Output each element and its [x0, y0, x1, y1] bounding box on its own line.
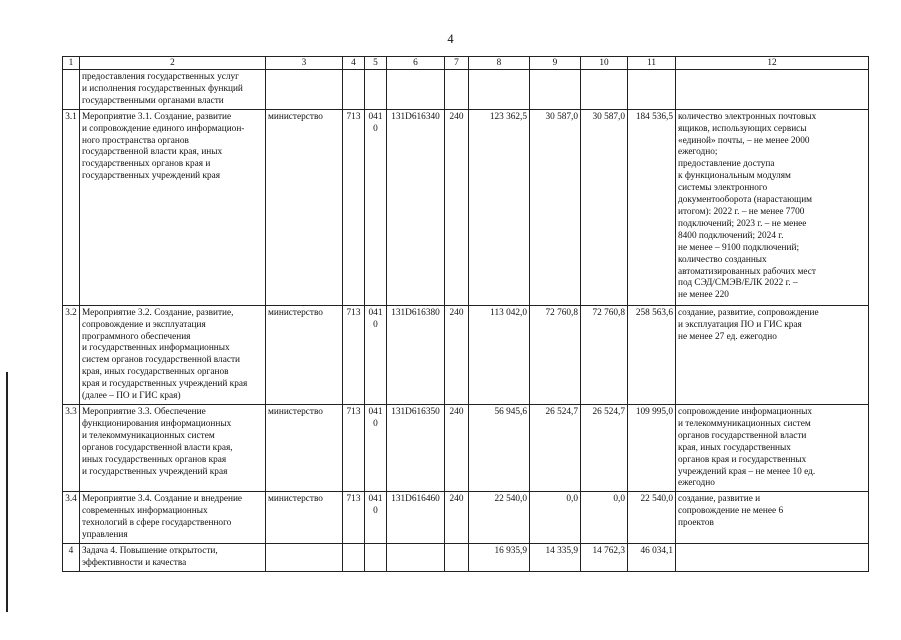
header-cell: 1	[63, 57, 80, 70]
header-cell: 4	[343, 57, 365, 70]
expected-result-cell: количество электронных почтовых ящиков, использующих сервисы «единой» почты, – не менее 2000 ежегодно; предоставление доступа к функциональным модулям системы электронного документооборота (нарастающим итогом): 2022 г. – не менее 7700 подключений; 2023 г. – не менее 8400 подключений; 2024 г. не менее – 9100 подключений; количество созданных автоматизированных рабочих мест под СЭД/СМЭВ/ЕЛК 2022 г. – не менее 220	[676, 109, 869, 305]
amount-total-cell: 109 995,0	[628, 404, 676, 491]
expense-type-cell: 240	[445, 404, 469, 491]
expected-result-cell	[676, 543, 869, 571]
amount-2023-cell	[530, 70, 581, 110]
header-row	[63, 57, 869, 70]
amount-2023-cell: 30 587,0	[530, 109, 581, 305]
section-code-cell	[365, 543, 387, 571]
amount-total-cell: 22 540,0	[628, 492, 676, 544]
amount-2023-cell: 0,0	[530, 492, 581, 544]
amount-2022-cell: 56 945,6	[469, 404, 530, 491]
executor-cell: министерство	[266, 305, 343, 404]
amount-2024-cell: 0,0	[581, 492, 628, 544]
expense-type-cell: 240	[445, 109, 469, 305]
executor-cell: министерство	[266, 109, 343, 305]
grbs-code-cell	[343, 70, 365, 110]
target-article-cell	[387, 543, 445, 571]
section-code-cell: 0410	[365, 109, 387, 305]
row-number-cell: 3.4	[63, 492, 80, 544]
header-cell: 5	[365, 57, 387, 70]
expected-result-cell: сопровождение информационных и телекоммуникационных систем органов государственной власти края, иных государственных органов края и государственных учреждений края – не менее 10 ед. ежегодно	[676, 404, 869, 491]
expense-type-cell: 240	[445, 492, 469, 544]
header-cell: 6	[387, 57, 445, 70]
activity-name-cell: предоставления государственных услуг и исполнения государственных функций государственными органами власти	[80, 70, 266, 110]
header-cell: 11	[628, 57, 676, 70]
row-number-cell: 3.3	[63, 404, 80, 491]
amount-2024-cell	[581, 70, 628, 110]
target-article-cell: 131D616380	[387, 305, 445, 404]
amount-2022-cell	[469, 70, 530, 110]
executor-cell	[266, 70, 343, 110]
amount-2024-cell: 26 524,7	[581, 404, 628, 491]
amount-total-cell: 258 563,6	[628, 305, 676, 404]
program-table	[62, 56, 869, 572]
amount-2024-cell: 14 762,3	[581, 543, 628, 571]
header-cell: 9	[530, 57, 581, 70]
section-code-cell: 0410	[365, 305, 387, 404]
table-row	[63, 404, 869, 491]
header-cell: 7	[445, 57, 469, 70]
page-number: 4	[447, 32, 454, 46]
amount-2022-cell: 16 935,9	[469, 543, 530, 571]
executor-cell	[266, 543, 343, 571]
row-number-cell: 3.1	[63, 109, 80, 305]
grbs-code-cell: 713	[343, 305, 365, 404]
expected-result-cell	[676, 70, 869, 110]
expense-type-cell: 240	[445, 305, 469, 404]
amount-2023-cell: 72 760,8	[530, 305, 581, 404]
activity-name-cell: Мероприятие 3.3. Обеспечение функционирования информационных и телекоммуникационных систем органов государственной власти края, иных государственных органов края и государственных учреждений края	[80, 404, 266, 491]
amount-2022-cell: 113 042,0	[469, 305, 530, 404]
grbs-code-cell	[343, 543, 365, 571]
amount-total-cell: 46 034,1	[628, 543, 676, 571]
expected-result-cell: создание, развитие и сопровождение не менее 6 проектов	[676, 492, 869, 544]
activity-name-cell: Мероприятие 3.2. Создание, развитие, сопровождение и эксплуатация программного обеспечения и государственных информационных систем органов государственной власти края, иных государственных органов края и государственных учреждений края (далее – ПО и ГИС края)	[80, 305, 266, 404]
grbs-code-cell: 713	[343, 492, 365, 544]
section-code-cell	[365, 70, 387, 110]
amount-2022-cell: 22 540,0	[469, 492, 530, 544]
table-row	[63, 109, 869, 305]
amount-2023-cell: 26 524,7	[530, 404, 581, 491]
amount-2023-cell: 14 335,9	[530, 543, 581, 571]
activity-name-cell: Мероприятие 3.1. Создание, развитие и сопровождение единого информацион- ного пространства органов государственной власти края, иных государственных органов края и государственных учреждений края	[80, 109, 266, 305]
target-article-cell	[387, 70, 445, 110]
table-row	[63, 543, 869, 571]
header-cell: 8	[469, 57, 530, 70]
section-code-cell: 0410	[365, 404, 387, 491]
expected-result-cell: создание, развитие, сопровождение и эксплуатация ПО и ГИС края не менее 27 ед. ежегодно	[676, 305, 869, 404]
margin-rule	[6, 372, 8, 612]
amount-total-cell	[628, 70, 676, 110]
grbs-code-cell: 713	[343, 109, 365, 305]
executor-cell: министерство	[266, 492, 343, 544]
activity-name-cell: Мероприятие 3.4. Создание и внедрение современных информационных технологий в сфере государственного управления	[80, 492, 266, 544]
amount-2024-cell: 72 760,8	[581, 305, 628, 404]
header-cell: 10	[581, 57, 628, 70]
table-row	[63, 492, 869, 544]
activity-name-cell: Задача 4. Повышение открытости, эффективности и качества	[80, 543, 266, 571]
section-code-cell: 0410	[365, 492, 387, 544]
table-row	[63, 305, 869, 404]
row-number-cell: 4	[63, 543, 80, 571]
amount-total-cell: 184 536,5	[628, 109, 676, 305]
expense-type-cell	[445, 70, 469, 110]
target-article-cell: 131D616460	[387, 492, 445, 544]
expense-type-cell	[445, 543, 469, 571]
target-article-cell: 131D616350	[387, 404, 445, 491]
amount-2024-cell: 30 587,0	[581, 109, 628, 305]
row-number-cell	[63, 70, 80, 110]
table-row	[63, 70, 869, 110]
header-cell: 2	[80, 57, 266, 70]
amount-2022-cell: 123 362,5	[469, 109, 530, 305]
grbs-code-cell: 713	[343, 404, 365, 491]
executor-cell: министерство	[266, 404, 343, 491]
row-number-cell: 3.2	[63, 305, 80, 404]
header-cell: 3	[266, 57, 343, 70]
header-cell: 12	[676, 57, 869, 70]
target-article-cell: 131D616340	[387, 109, 445, 305]
